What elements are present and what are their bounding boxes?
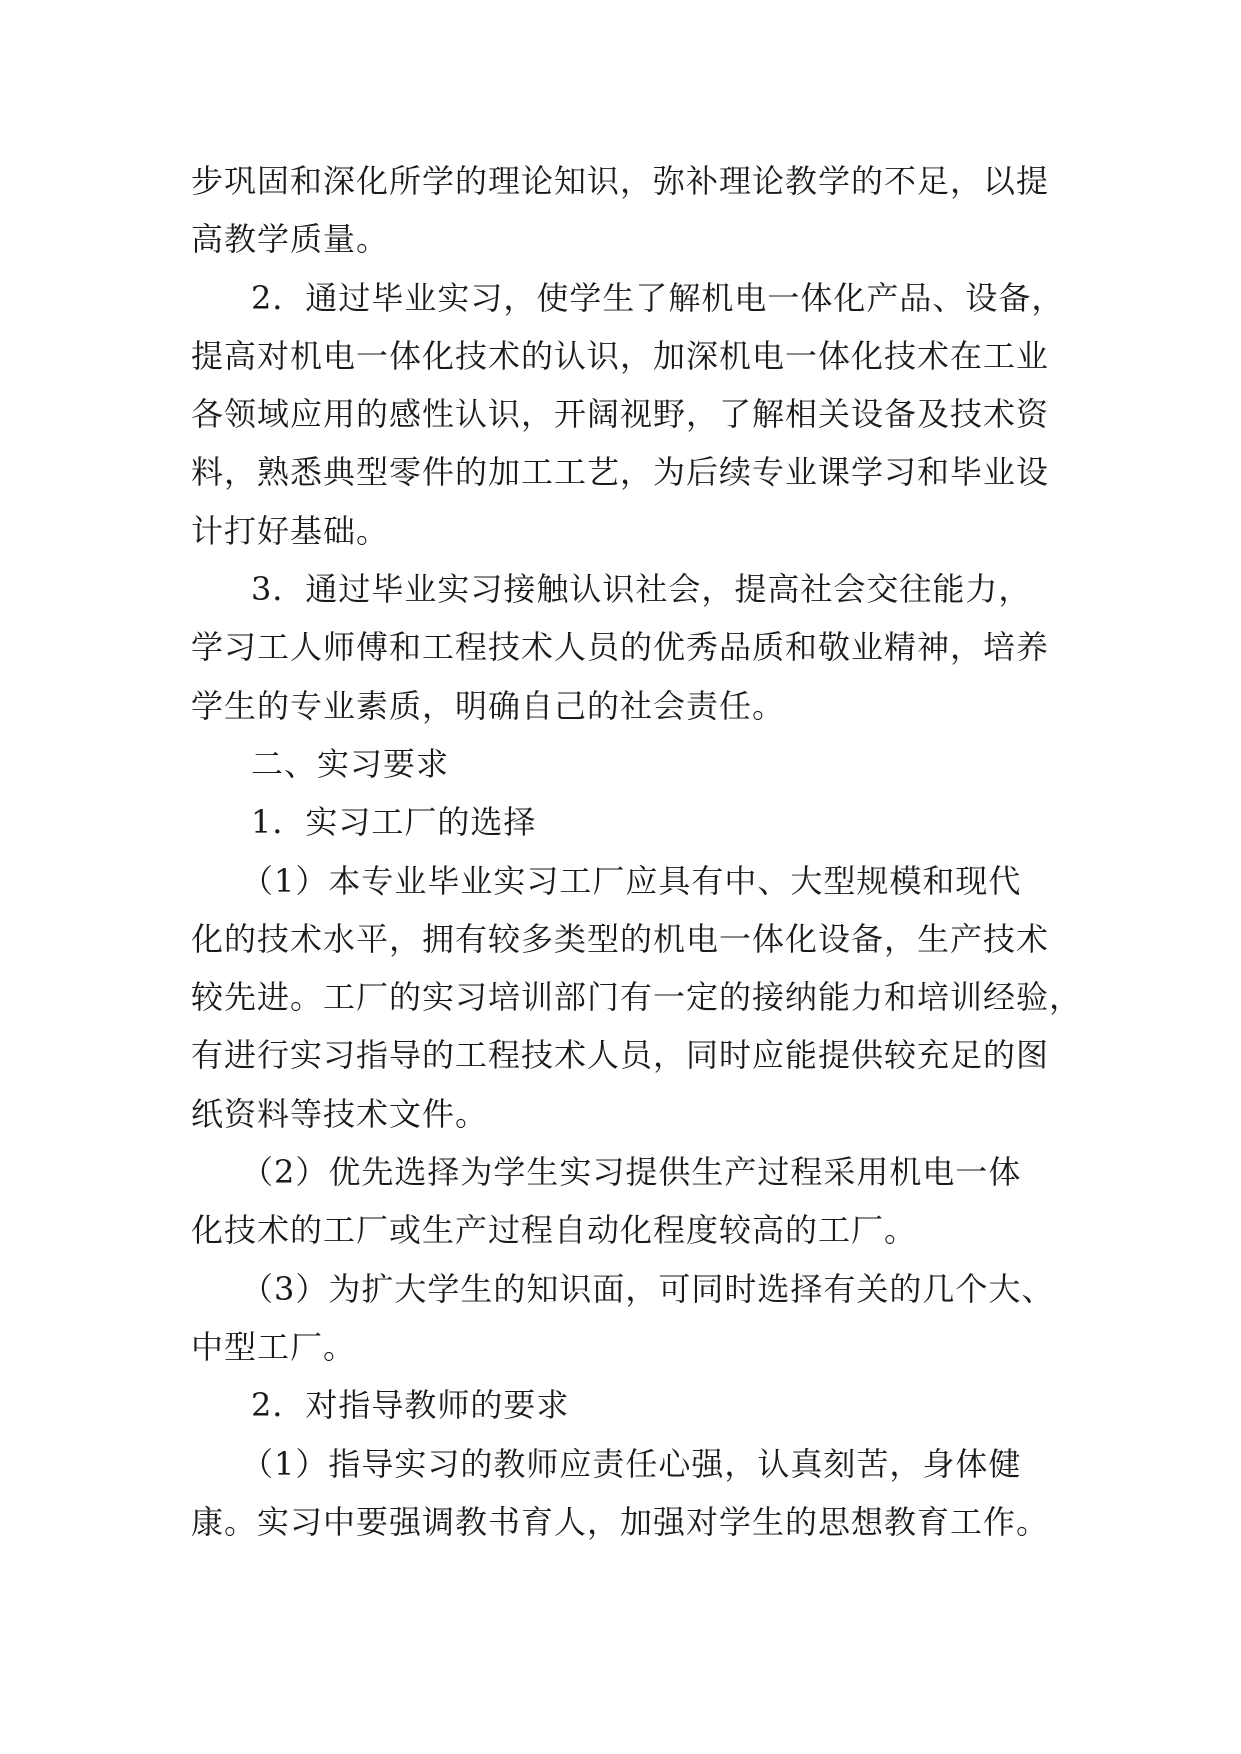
text-line: 步巩固和深化所学的理论知识，弥补理论教学的不足，以提 — [191, 162, 1050, 200]
text-line: 各领域应用的感性认识，开阔视野，了解相关设备及技术资 — [191, 395, 1050, 434]
text-line: 3．通过毕业实习接触认识社会，提高社会交往能力， — [251, 570, 1032, 609]
text-line: 化的技术水平，拥有较多类型的机电一体化设备，生产技术 — [191, 919, 1050, 958]
text-line: 2．通过毕业实习，使学生了解机电一体化产品、设备， — [251, 278, 1065, 317]
text-line: 较先进。工厂的实习培训部门有一定的接纳能力和培训经验， — [191, 978, 1083, 1017]
subsection-heading: 2．对指导教师的要求 — [251, 1386, 570, 1425]
document-body — [191, 152, 1083, 1551]
text-line: 高教学质量。 — [191, 220, 390, 259]
text-line: （3）为扩大学生的知识面，可同时选择有关的几个大、 — [241, 1269, 1055, 1308]
section-heading: 二、实习要求 — [251, 744, 450, 783]
text-line: 有进行实习指导的工程技术人员，同时应能提供较充足的图 — [191, 1036, 1050, 1075]
text-line: 康。实习中要强调教书育人，加强对学生的思想教育工作。 — [191, 1502, 1050, 1541]
text-line: 提高对机电一体化技术的认识，加深机电一体化技术在工业 — [191, 336, 1050, 375]
text-line: 学习工人师傅和工程技术人员的优秀品质和敬业精神，培养 — [191, 628, 1050, 667]
text-line: 纸资料等技术文件。 — [191, 1094, 489, 1133]
text-line: 中型工厂。 — [191, 1327, 357, 1366]
text-line: （1）指导实习的教师应责任心强，认真刻苦，身体健 — [241, 1444, 1022, 1483]
text-line: 化技术的工厂或生产过程自动化程度较高的工厂。 — [191, 1211, 918, 1250]
text-line: 料，熟悉典型零件的加工工艺，为后续专业课学习和毕业设 — [191, 453, 1050, 492]
text-line: 学生的专业素质，明确自己的社会责任。 — [191, 686, 786, 725]
subsection-heading: 1．实习工厂的选择 — [251, 803, 537, 842]
text-line: 计打好基础。 — [191, 511, 390, 550]
text-line: （2）优先选择为学生实习提供生产过程采用机电一体 — [241, 1153, 1022, 1192]
text-line: （1）本专业毕业实习工厂应具有中、大型规模和现代 — [241, 861, 1022, 900]
